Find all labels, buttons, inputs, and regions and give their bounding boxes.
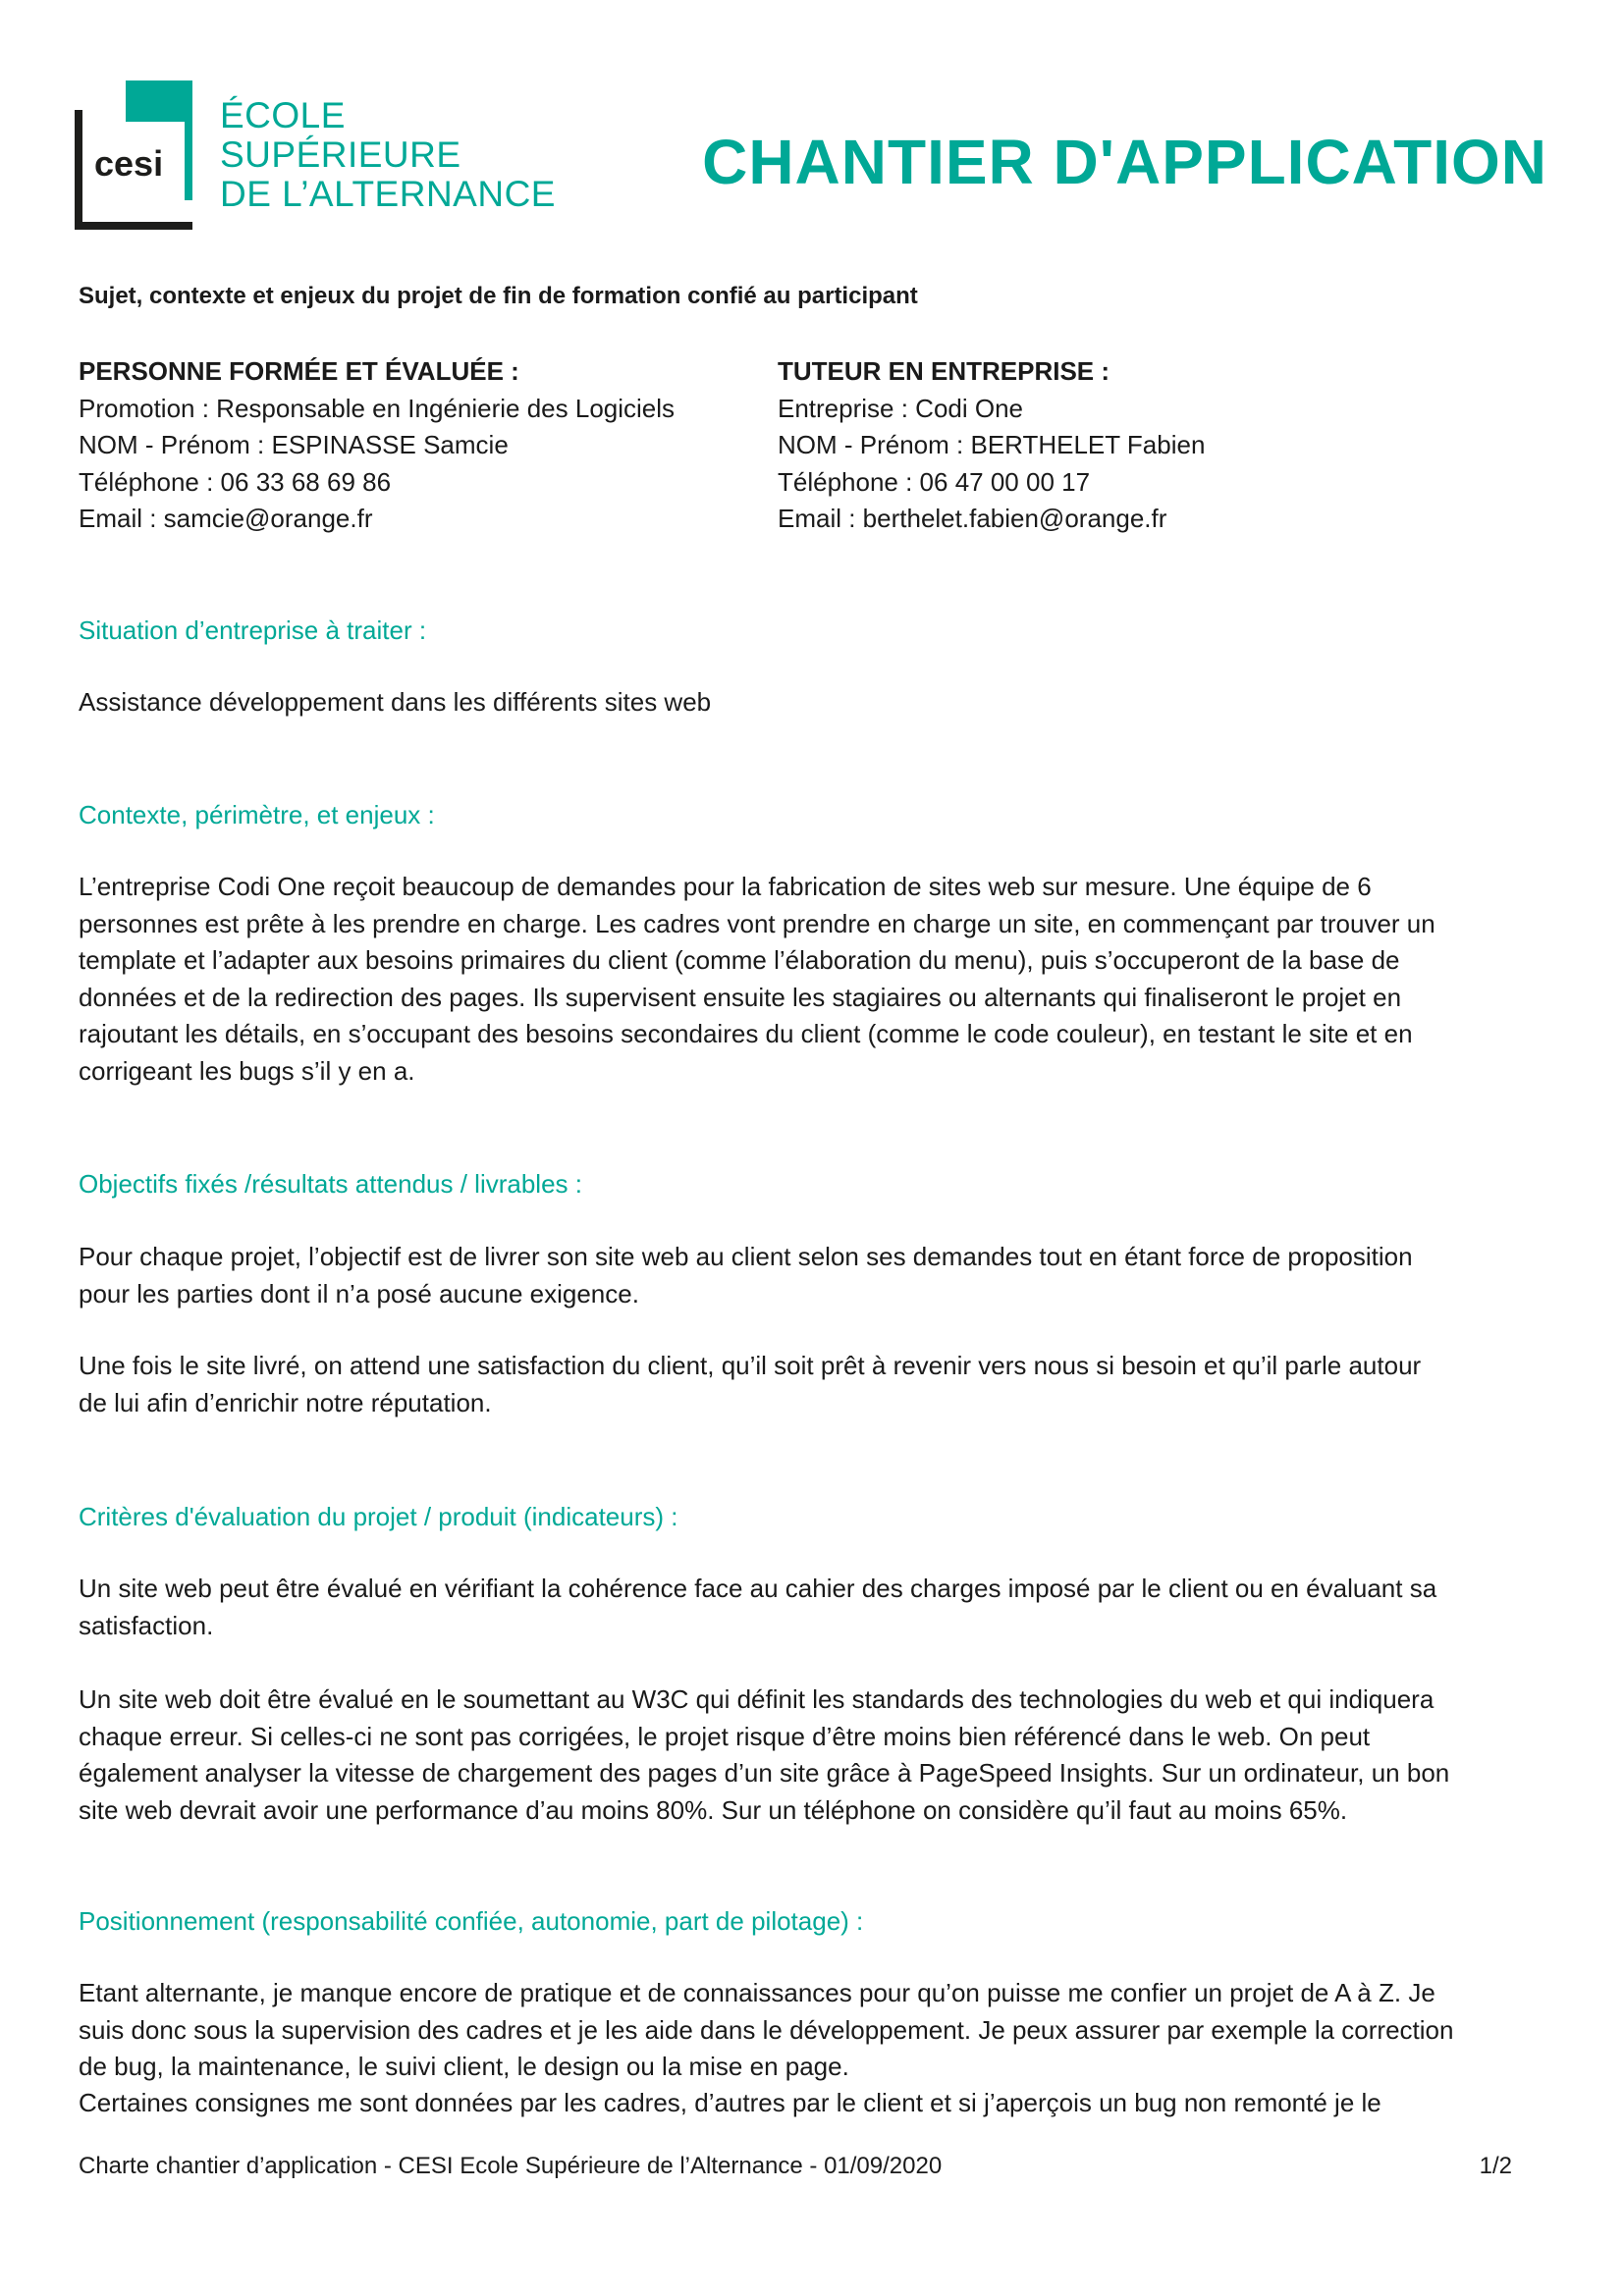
paragraph-objectives-1 (79, 1239, 1551, 1312)
text-line: rajoutant les détails, en s’occupant des besoins secondaires du client (comme le code couleur), en testant le site et en (79, 1019, 1413, 1048)
text-line: satisfaction. (79, 1610, 214, 1640)
text-line: chaque erreur. Si celles-ci ne sont pas corrigées, le projet risque d’être moins bien référencé dans le web. On peut (79, 1721, 1371, 1751)
logo-school-line-1: ÉCOLE SUPÉRIEURE (220, 95, 461, 175)
document-subject: Sujet, contexte et enjeux du projet de fin de formation confié au participant (79, 283, 918, 309)
text-line: Un site web peut être évalué en vérifiant la cohérence face au cahier des charges imposé par le client ou en évaluant sa (79, 1574, 1437, 1603)
tutor-heading: TUTEUR EN ENTREPRISE : (778, 356, 1110, 386)
logo-school-line-2: DE L’ALTERNANCE (220, 174, 556, 214)
text-line: Certaines consignes me sont données par les cadres, d’autres par le client et si j’aperçois un bug non remonté je le (79, 2088, 1381, 2117)
text-line: de bug, la maintenance, le suivi client, le design ou la mise en page. (79, 2052, 849, 2081)
logo-green-bar (185, 80, 192, 200)
page-number: 1/2 (1479, 2153, 1512, 2179)
text-line: suis donc sous la supervision des cadres et je les aide dans le développement. Je peux assurer par exemple la correction (79, 2014, 1454, 2045)
text-line: Pour chaque projet, l’objectif est de livrer son site web au client selon ses demandes tout en étant force de proposition (79, 1242, 1413, 1271)
logo-brand-text: cesi (94, 143, 164, 184)
logo-bracket-horizontal (75, 222, 192, 230)
section-title-objectives: Objectifs fixés /résultats attendus / livrables : (79, 1169, 582, 1199)
trainee-info (79, 353, 675, 538)
logo-green-block (126, 80, 192, 122)
paragraph-situation (79, 684, 1551, 721)
section-title-context: Contexte, périmètre, et enjeux : (79, 800, 435, 829)
tutor-info (778, 353, 1205, 538)
trainee-email: Email : samcie@orange.fr (79, 504, 373, 533)
text-line: Un site web doit être évalué en le soumettant au W3C qui définit les standards des technologies du web et qui indiquera (79, 1684, 1435, 1714)
text-line: données et de la redirection des pages. Ils supervisent ensuite les stagiaires ou alternants qui finaliseront le projet en (79, 982, 1402, 1012)
text-line: de lui afin d’enrichir notre réputation. (79, 1387, 492, 1417)
text-line: également analyser la vitesse de chargement des pages d’un site grâce à PageSpeed Insights. Sur un ordinateur, un bon (79, 1758, 1450, 1788)
logo-school-name (220, 96, 566, 214)
paragraph-criteria-1 (79, 1571, 1551, 1644)
text-line: Assistance développement dans les différents sites web (79, 687, 712, 717)
text-line: pour les parties dont il n’a posé aucune exigence. (79, 1278, 639, 1308)
text-line: corrigeant les bugs s’il y en a. (79, 1055, 415, 1086)
paragraph-positioning-2 (79, 2085, 1551, 2122)
paragraph-positioning-1 (79, 1975, 1551, 2086)
section-title-criteria: Critères d'évaluation du projet / produit (indicateurs) : (79, 1502, 678, 1531)
text-line: Etant alternante, je manque encore de pratique et de connaissances pour qu’on puisse me confier un projet de A à Z. Je (79, 1978, 1435, 2007)
section-title-positioning: Positionnement (responsabilité confiée, autonomie, part de pilotage) : (79, 1906, 864, 1936)
paragraph-context (79, 869, 1551, 1090)
trainee-heading: PERSONNE FORMÉE ET ÉVALUÉE : (79, 356, 519, 386)
page-footer: Charte chantier d’application - CESI Ecole Supérieure de l’Alternance - 01/09/2020 (79, 2153, 943, 2179)
text-line: template et l’adapter aux besoins primaires du client (comme l’élaboration du menu), puis s’occuperont de la base de (79, 945, 1400, 975)
tutor-company: Entreprise : Codi One (778, 393, 1024, 423)
text-line: site web devrait avoir une performance d’au moins 80%. Sur un téléphone on considère qu’il faut au moins 65%. (79, 1794, 1348, 1825)
paragraph-objectives-2 (79, 1348, 1551, 1421)
text-line: L’entreprise Codi One reçoit beaucoup de demandes pour la fabrication de sites web sur mesure. Une équipe de 6 (79, 872, 1372, 901)
trainee-phone: Téléphone : 06 33 68 69 86 (79, 466, 392, 497)
text-line: Une fois le site livré, on attend une satisfaction du client, qu’il soit prêt à revenir vers nous si besoin et qu’il parle autour (79, 1351, 1422, 1380)
trainee-promotion: Promotion : Responsable en Ingénierie des Logiciels (79, 393, 676, 423)
trainee-name: NOM - Prénom : ESPINASSE Samcie (79, 430, 509, 459)
tutor-email: Email : berthelet.fabien@orange.fr (778, 504, 1167, 533)
paragraph-criteria-2 (79, 1682, 1551, 1829)
logo-bracket-vertical (75, 110, 82, 230)
text-line: personnes est prête à les prendre en charge. Les cadres vont prendre en charge un site, en commençant par trouver un (79, 908, 1435, 938)
tutor-name: NOM - Prénom : BERTHELET Fabien (778, 430, 1206, 459)
cesi-logo (75, 80, 566, 230)
document-title: CHANTIER D'APPLICATION (702, 127, 1547, 197)
tutor-phone: Téléphone : 06 47 00 00 17 (778, 466, 1091, 497)
section-title-situation: Situation d’entreprise à traiter : (79, 615, 427, 645)
